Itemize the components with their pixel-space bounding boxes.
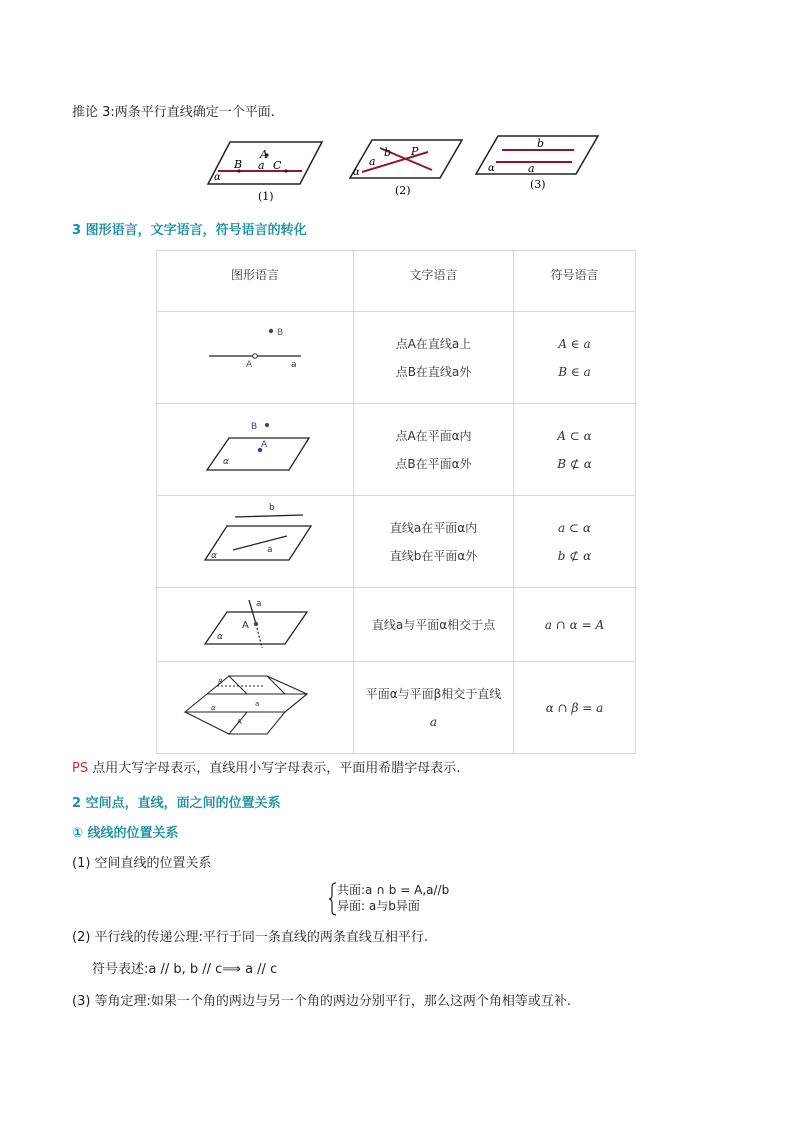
r4-A: A [242, 620, 249, 631]
f1-caption: (1) [258, 190, 274, 203]
f3-a: a [528, 162, 535, 175]
r4-alpha: α [217, 632, 223, 642]
ps-note [72, 760, 460, 778]
r1-B: B [277, 328, 284, 338]
ps-label: PS [72, 761, 89, 776]
header-text: 文字语言 [354, 251, 514, 312]
figure-2 [350, 140, 462, 197]
row5-symbol-line1: α ∩ β = a [545, 700, 604, 715]
r3-a: a [267, 545, 273, 555]
row5-text-line2: a [429, 714, 438, 729]
row1-symbol-line1: A ∈ a [558, 336, 591, 351]
item-3: (3) 等角定理:如果一个角的两边与另一个角的两边分别平行，那么这两个角相等或互补. [72, 994, 572, 1009]
f2-b: b [384, 146, 392, 159]
point-line-figure [157, 312, 353, 400]
row5-symbol [514, 662, 636, 754]
row3-text-line2: 直线b在平面α外 [389, 548, 478, 563]
row3-text-line1: 直线a在平面α内 [389, 520, 478, 535]
r5-A: A [237, 718, 242, 726]
f2-P: P [411, 145, 419, 158]
r3-b: b [269, 503, 275, 513]
section-2-title: 2 空间点，直线，面之间的位置关系 [72, 796, 281, 811]
brace-line-skew: 异面: a与b异面 [337, 899, 420, 913]
row3-symbol-line1: a ⊂ α [558, 520, 591, 535]
r5-alpha: α [211, 704, 216, 712]
row1-figure [157, 312, 354, 404]
r2-A: A [261, 440, 268, 450]
table-row [157, 588, 636, 662]
table-row [157, 496, 636, 588]
r5-beta: β [218, 678, 223, 686]
row1-text [354, 312, 514, 404]
ps-text: 点用大写字母表示，直线用小写字母表示，平面用希腊字母表示. [88, 761, 461, 776]
row1-symbol-line2: B ∈ a [558, 364, 591, 379]
row1-text-line2: 点B在直线a外 [395, 364, 472, 379]
item-2: (2) 平行线的传递公理:平行于同一条直线的两条直线互相平行. [72, 930, 429, 945]
brace-line-coplanar: 共面:a ∩ b = A,a//b [337, 883, 450, 897]
row5-text [354, 662, 514, 754]
row2-symbol [514, 404, 636, 496]
plane-plane-intersection-figure [157, 662, 353, 750]
f3-alpha: α [488, 163, 495, 174]
row4-text-line1: 直线a与平面α相交于点 [371, 617, 496, 632]
r5-a: a [255, 700, 260, 708]
r2-B: B [251, 422, 258, 432]
row5-figure [157, 662, 354, 754]
row3-symbol-line2: b ⊄ α [557, 548, 592, 563]
row2-text [354, 404, 514, 496]
section-3-title: 3 图形语言，文字语言，符号语言的转化 [72, 223, 307, 238]
f3-caption: (3) [530, 178, 546, 191]
r4-a: a [256, 599, 262, 609]
point-plane-figure [157, 404, 353, 492]
row3-text [354, 496, 514, 588]
f1-alpha: α [214, 172, 221, 183]
row2-text-line1: 点A在平面α内 [395, 428, 472, 443]
row2-symbol-line1: A ⊂ α [557, 428, 592, 443]
header-figure: 图形语言 [157, 251, 354, 312]
row4-text [354, 588, 514, 662]
table-row [157, 404, 636, 496]
r2-alpha: α [223, 457, 229, 467]
line-plane-intersection-figure [157, 588, 353, 658]
table-header-row [157, 251, 636, 312]
f1-C: C [273, 159, 282, 172]
conversion-table [156, 250, 636, 754]
row2-text-line2: 点B在平面α外 [395, 456, 472, 471]
line-plane-figure [157, 496, 353, 584]
f3-b: b [537, 137, 545, 150]
r3-alpha: α [211, 551, 217, 561]
parallel-lines-figures [200, 132, 610, 204]
header-symbol: 符号语言 [514, 251, 636, 312]
f1-A: A [260, 148, 268, 161]
f2-a: a [369, 155, 376, 168]
figure-1 [208, 142, 322, 203]
f2-alpha: α [353, 167, 360, 178]
table-row [157, 312, 636, 404]
row4-symbol-line1: a ∩ α = A [544, 617, 605, 632]
f1-a: a [258, 159, 265, 172]
f2-caption: (2) [395, 184, 411, 197]
row1-symbol [514, 312, 636, 404]
r1-A: A [246, 360, 253, 370]
f1-B: B [234, 158, 243, 171]
row1-text-line1: 点A在直线a上 [395, 336, 472, 351]
row3-symbol [514, 496, 636, 588]
row4-symbol [514, 588, 636, 662]
row3-figure [157, 496, 354, 588]
row5-text-line1: 平面α与平面β相交于直线 [365, 686, 502, 701]
table-row [157, 662, 636, 754]
row2-figure [157, 404, 354, 496]
subsection-1-title: ① 线线的位置关系 [72, 826, 179, 841]
row2-symbol-line2: B ⊄ α [557, 456, 592, 471]
corollary-3: 推论 3:两条平行直线确定一个平面. [72, 105, 275, 120]
figure-3 [476, 136, 598, 191]
item-1: (1) 空间直线的位置关系 [72, 856, 212, 871]
item-2-symbol: 符号表述:a // b, b // c⟹ a // c [92, 962, 278, 977]
row4-figure [157, 588, 354, 662]
r1-a: a [291, 360, 297, 370]
